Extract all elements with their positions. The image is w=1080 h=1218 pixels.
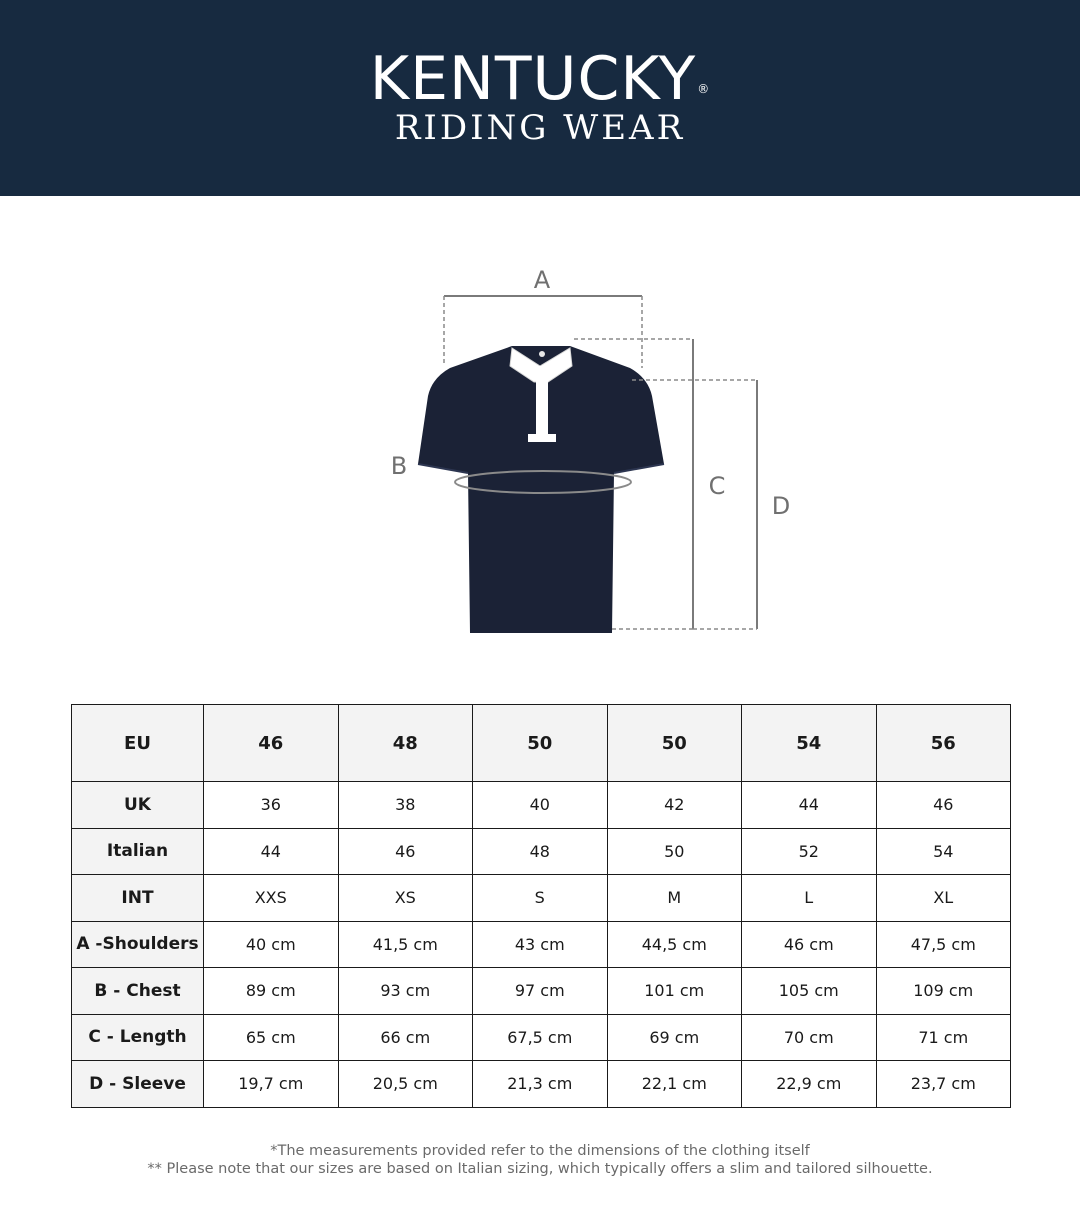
table-cell: 65 cm: [204, 1014, 339, 1061]
header-cell: 50: [473, 705, 608, 782]
table-cell: 93 cm: [338, 968, 473, 1015]
polo-shirt-illustration: [418, 346, 664, 633]
table-cell: XL: [876, 875, 1011, 922]
table-cell: XS: [338, 875, 473, 922]
table-cell: 23,7 cm: [876, 1061, 1011, 1108]
table-cell: XXS: [204, 875, 339, 922]
table-cell: 48: [473, 828, 608, 875]
table-cell: 46: [876, 782, 1011, 829]
table-cell: 20,5 cm: [338, 1061, 473, 1108]
table-cell: 69 cm: [607, 1014, 742, 1061]
shirt-diagram-svg: [0, 196, 1080, 696]
row-label: A -Shoulders: [72, 921, 204, 968]
table-cell: 44,5 cm: [607, 921, 742, 968]
table-row: [72, 782, 1011, 829]
table-cell: 97 cm: [473, 968, 608, 1015]
table-cell: 36: [204, 782, 339, 829]
table-cell: 50: [607, 828, 742, 875]
table-cell: 44: [204, 828, 339, 875]
table-cell: 19,7 cm: [204, 1061, 339, 1108]
header-cell-eu: EU: [72, 705, 204, 782]
table-cell: 54: [876, 828, 1011, 875]
label-d: D: [771, 492, 791, 520]
header-cell: 48: [338, 705, 473, 782]
table-cell: 44: [742, 782, 877, 829]
table-cell: 41,5 cm: [338, 921, 473, 968]
row-label: INT: [72, 875, 204, 922]
row-label: D - Sleeve: [72, 1061, 204, 1108]
table-cell: 52: [742, 828, 877, 875]
table-cell: 22,9 cm: [742, 1061, 877, 1108]
label-b: B: [390, 452, 408, 480]
label-a: A: [533, 266, 551, 294]
header-cell: 50: [607, 705, 742, 782]
table-cell: L: [742, 875, 877, 922]
table-cell: 70 cm: [742, 1014, 877, 1061]
table-row: [72, 875, 1011, 922]
table-cell: M: [607, 875, 742, 922]
table-cell: 89 cm: [204, 968, 339, 1015]
table-cell: 40: [473, 782, 608, 829]
table-cell: 101 cm: [607, 968, 742, 1015]
table-cell: 46 cm: [742, 921, 877, 968]
row-label: B - Chest: [72, 968, 204, 1015]
header-cell: 54: [742, 705, 877, 782]
table-header-row: [72, 705, 1011, 782]
table-cell: 71 cm: [876, 1014, 1011, 1061]
measurement-diagram: [0, 196, 1080, 696]
table-cell: 46: [338, 828, 473, 875]
table-cell: 66 cm: [338, 1014, 473, 1061]
table-cell: 42: [607, 782, 742, 829]
registered-mark: ®: [697, 82, 711, 96]
table-row: [72, 921, 1011, 968]
table-cell: 109 cm: [876, 968, 1011, 1015]
table-row: [72, 968, 1011, 1015]
row-label: C - Length: [72, 1014, 204, 1061]
row-label: Italian: [72, 828, 204, 875]
row-label: UK: [72, 782, 204, 829]
table-cell: 40 cm: [204, 921, 339, 968]
brand-subtitle: RIDING WEAR: [394, 108, 686, 148]
table-cell: S: [473, 875, 608, 922]
brand-name: KENTUCKY: [369, 44, 697, 114]
table-cell: 67,5 cm: [473, 1014, 608, 1061]
footnote-measurements: *The measurements provided refer to the dimensions of the clothing itself: [270, 1143, 810, 1159]
table-cell: 105 cm: [742, 968, 877, 1015]
table-cell: 21,3 cm: [473, 1061, 608, 1108]
size-chart-table: [71, 704, 1011, 1108]
label-c: C: [708, 472, 726, 500]
table-row: [72, 1014, 1011, 1061]
table-cell: 43 cm: [473, 921, 608, 968]
table-row: [72, 828, 1011, 875]
brand-header: [0, 0, 1080, 196]
header-cell: 46: [204, 705, 339, 782]
header-cell: 56: [876, 705, 1011, 782]
table-cell: 38: [338, 782, 473, 829]
table-cell: 22,1 cm: [607, 1061, 742, 1108]
table-row: [72, 1061, 1011, 1108]
footnote-italian-sizing: ** Please note that our sizes are based on Italian sizing, which typically offers a slim and tailored silhouette.: [147, 1161, 933, 1177]
footnotes: [0, 1142, 1080, 1178]
table-cell: 47,5 cm: [876, 921, 1011, 968]
